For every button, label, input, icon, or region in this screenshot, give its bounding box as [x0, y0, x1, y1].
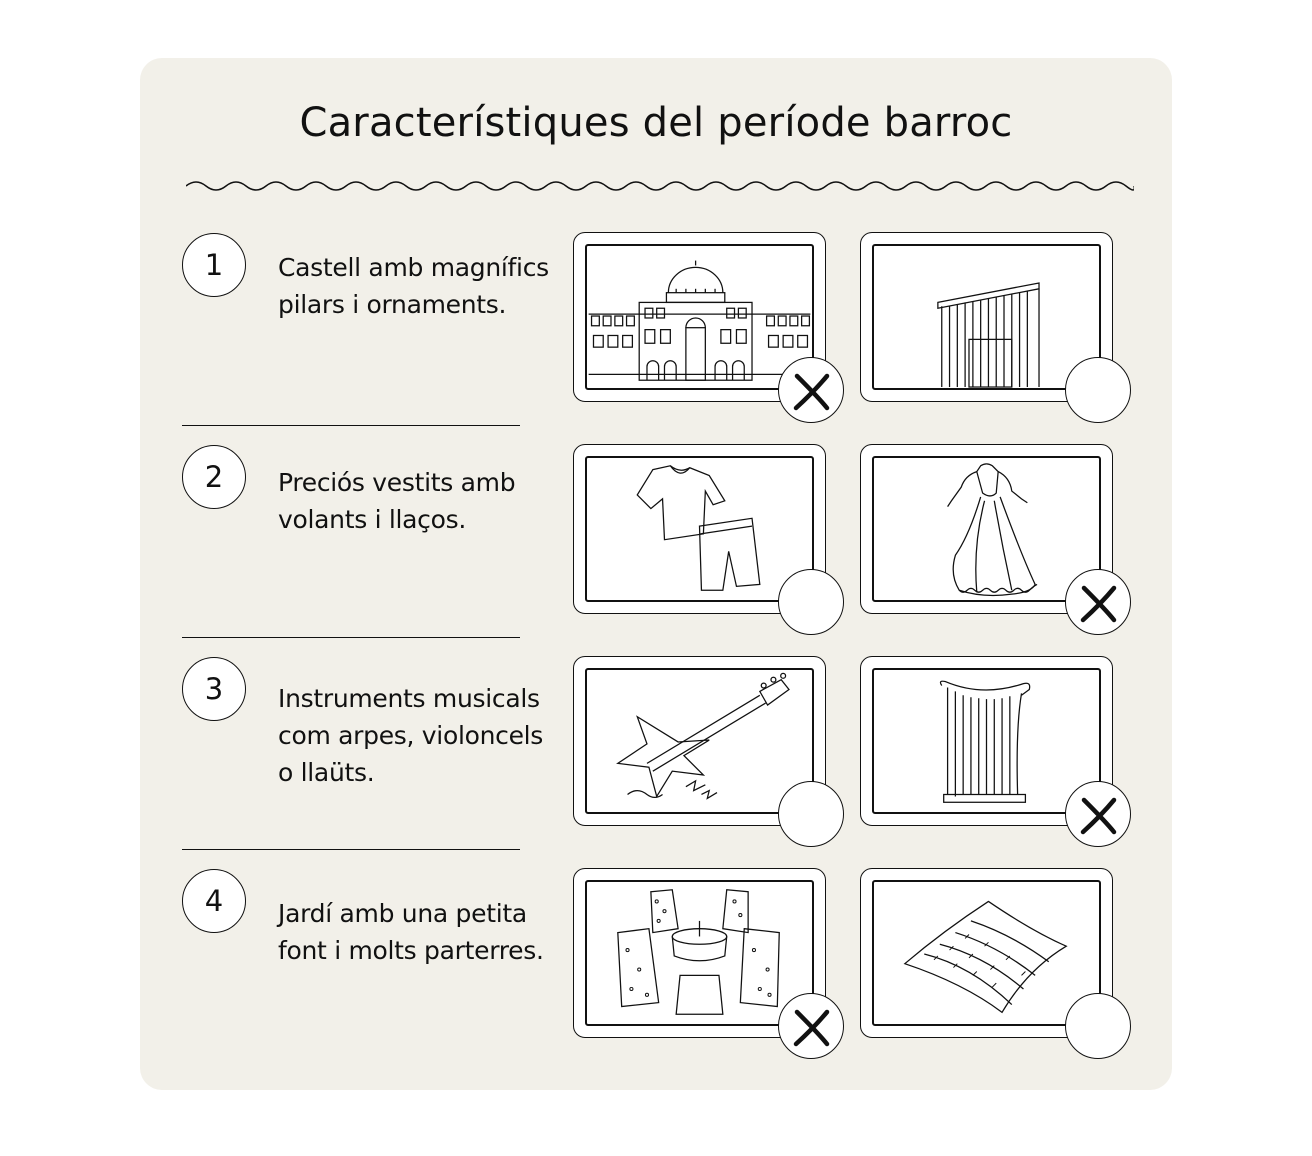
- modern-building-image: [874, 246, 1099, 388]
- field-image: [874, 882, 1099, 1024]
- answer-circle[interactable]: [778, 993, 844, 1059]
- question-text: [278, 680, 563, 791]
- answer-circle[interactable]: [778, 781, 844, 847]
- cross-mark-icon: [779, 994, 845, 1060]
- question-text-line: volants i llaços.: [278, 505, 466, 534]
- option-card[interactable]: [860, 868, 1113, 1038]
- question-number: 4: [182, 869, 246, 933]
- wavy-divider: [186, 178, 1134, 194]
- question-text-line: o llaüts.: [278, 758, 375, 787]
- worksheet-title: Característiques del període barroc: [299, 100, 1013, 146]
- row-divider: [182, 637, 520, 638]
- question-text: [278, 895, 563, 969]
- question-number: 3: [182, 657, 246, 721]
- question-number: 1: [182, 233, 246, 297]
- option-card[interactable]: [573, 868, 826, 1038]
- question-text: [278, 464, 563, 538]
- question-text-line: Instruments musicals: [278, 684, 540, 713]
- option-card[interactable]: [860, 444, 1113, 614]
- answer-circle[interactable]: [1065, 993, 1131, 1059]
- answer-circle[interactable]: [778, 357, 844, 423]
- option-card[interactable]: [573, 232, 826, 402]
- question-text: [278, 249, 563, 323]
- question-text-line: Jardí amb una petita: [278, 899, 527, 928]
- cross-mark-icon: [1066, 570, 1132, 636]
- option-card[interactable]: [860, 656, 1113, 826]
- answer-circle[interactable]: [778, 569, 844, 635]
- question-text-line: font i molts parterres.: [278, 936, 544, 965]
- cross-mark-icon: [1066, 782, 1132, 848]
- electric-guitar-image: [587, 670, 812, 812]
- answer-circle[interactable]: [1065, 357, 1131, 423]
- option-card[interactable]: [573, 444, 826, 614]
- question-number: 2: [182, 445, 246, 509]
- question-text-line: Castell amb magnífics: [278, 253, 549, 282]
- row-divider: [182, 849, 520, 850]
- tshirt-shorts-image: [587, 458, 812, 600]
- question-text-line: pilars i ornaments.: [278, 290, 507, 319]
- row-divider: [182, 425, 520, 426]
- option-card[interactable]: [860, 232, 1113, 402]
- option-card[interactable]: [573, 656, 826, 826]
- question-text-line: com arpes, violoncels: [278, 721, 544, 750]
- cross-mark-icon: [779, 358, 845, 424]
- answer-circle[interactable]: [1065, 781, 1131, 847]
- question-text-line: Preciós vestits amb: [278, 468, 516, 497]
- answer-circle[interactable]: [1065, 569, 1131, 635]
